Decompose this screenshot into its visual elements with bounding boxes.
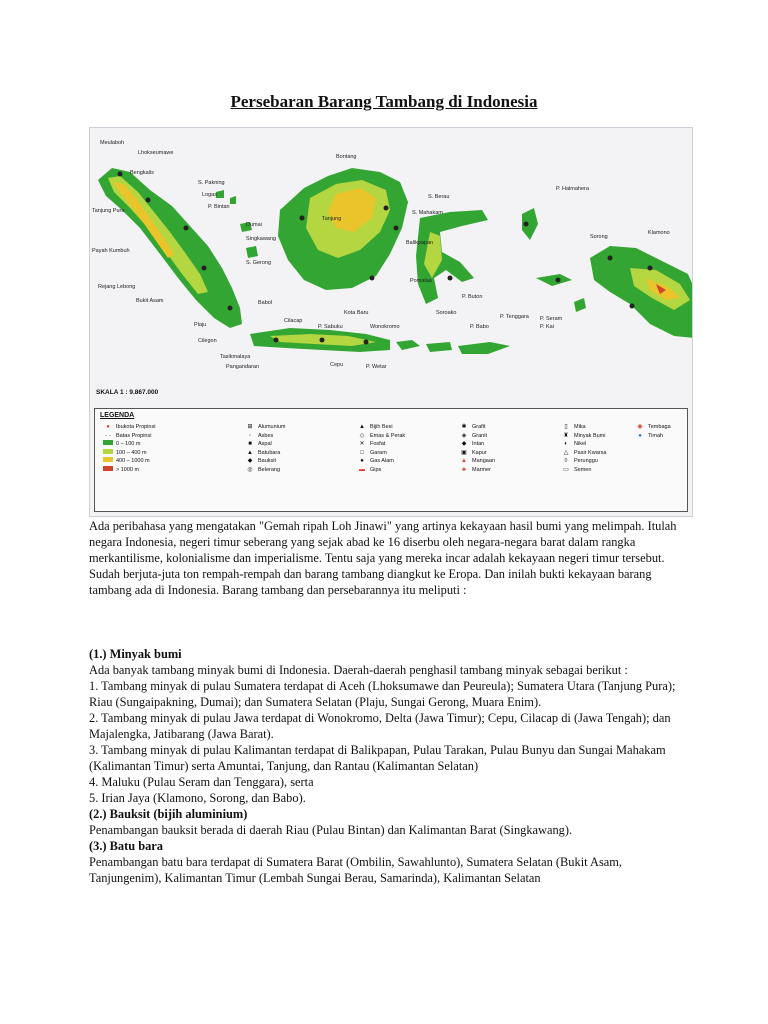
list-item: 4. Maluku (Pulau Seram dan Tenggara), serta [89, 775, 314, 789]
salt-icon: □ [360, 449, 364, 456]
map-label: Klamono [648, 230, 670, 236]
legend-item: ▣ Kapur [459, 449, 495, 458]
legend-item: - - Batas Propinsi [103, 432, 155, 441]
granite-icon: ◈ [461, 432, 467, 439]
diamond-icon: ◆ [461, 441, 467, 448]
map-label: P. Bintan [208, 204, 230, 210]
map-label: S. Gerong [246, 260, 272, 266]
legend-column [103, 423, 155, 475]
map-label: Sorong [590, 234, 608, 240]
border-line-icon: - - [105, 432, 111, 439]
legend-item: ◉ Tembaga [635, 423, 671, 432]
nickel-icon: ◐ [564, 441, 568, 448]
bronze-icon: ◊ [564, 458, 568, 465]
section-text: Penambangan bauksit berada di daerah Riau (Pulau Bintan) dan Kalimantan Barat (Singkawang). [89, 823, 573, 837]
map-label: P. Kai [540, 324, 554, 330]
legend-column [561, 423, 606, 475]
map-scale: SKALA 1 : 9.867.000 [96, 389, 159, 396]
legend-item: ▭ Semen [561, 466, 606, 475]
legend-item: ● Gas Alam [357, 457, 405, 466]
map-label: P. Seram [540, 316, 563, 322]
list-item: 5. Irian Jaya (Klamono, Sorong, dan Babo). [89, 791, 306, 805]
legend-item: ● Timah [635, 432, 671, 441]
map-label: P. Wetar [366, 364, 387, 370]
tin-icon: ● [638, 432, 642, 439]
gypsum-icon: ▬ [359, 466, 365, 473]
map-label: P. Tenggara [500, 314, 529, 320]
legend-item: ◦ Asbes [245, 432, 286, 441]
section-text: Ada banyak tambang minyak bumi di Indonesia. Daerah-daerah penghasil tambang minyak sebagai berikut : [89, 663, 628, 677]
sulfur-icon: ◎ [247, 466, 253, 473]
list-item: 3. Tambang minyak di pulau Kalimantan terdapat di Balikpapan, Pulau Tarakan, Pulau Bunyu dan Sungai Mahakam (Kalimantan Timur) serta Amuntai, Tanjung, dan Rantau (Kalimantan Selatan) [89, 743, 666, 773]
legend-item: ▲ Mangaan [459, 457, 495, 466]
legend-item: △ Pasir Kwarsa [561, 449, 606, 458]
mica-icon: ▯ [564, 424, 568, 430]
map-label: Lhokseumawe [138, 150, 174, 156]
legend-item: ◇ Emas & Perak [357, 432, 405, 441]
map-label: P. Babo [470, 324, 489, 330]
asphalt-icon: ■ [248, 441, 252, 448]
map-label: P. Halmahera [556, 186, 589, 192]
map-label: Bukit Asam [136, 298, 164, 304]
map-label: Rejang Lebong [98, 284, 136, 290]
content-sections [89, 646, 689, 886]
map-label: Tasikmalaya [220, 354, 251, 360]
asbestos-icon: ◦ [248, 432, 252, 439]
map-label: S. Mahakam [412, 210, 443, 216]
map-label: Cilacap [284, 318, 303, 324]
legend-item: > 1000 m [103, 466, 155, 475]
legend-item: ■ Aspal [245, 440, 286, 449]
iron-ore-icon: ▲ [359, 424, 365, 430]
map-islands [90, 128, 693, 408]
map-label: Bontang [336, 154, 357, 160]
map-label: Soroako [436, 310, 457, 316]
copper-icon: ◉ [637, 424, 643, 430]
capital-icon: ● [106, 424, 110, 430]
legend-column [635, 423, 671, 440]
legend-item: 0 – 100 m [103, 440, 155, 449]
legend-item: ♣ Marmer [459, 466, 495, 475]
legend-column [245, 423, 286, 475]
cement-icon: ▭ [563, 466, 569, 473]
map-label: Cepu [330, 362, 344, 368]
section-heading: (3.) Batu bara [89, 839, 163, 853]
oil-icon: ♜ [563, 432, 569, 439]
elevation-swatch [103, 449, 113, 454]
natural-gas-icon: ● [360, 458, 364, 465]
map-legend [94, 408, 688, 512]
map-label: Logas [202, 192, 217, 198]
map-label: Cilegon [198, 338, 217, 344]
aluminium-icon: ⊞ [247, 424, 253, 430]
coal-icon: ▲ [247, 449, 253, 456]
map-label: S. Berau [428, 194, 450, 200]
map-label: Pomalaa [410, 278, 432, 284]
section-heading: (1.) Minyak bumi [89, 647, 182, 661]
bauxite-icon: ◆ [247, 458, 253, 465]
elevation-swatch [103, 457, 113, 462]
legend-item: ♜ Minyak Bumi [561, 432, 606, 441]
legend-item: ● Ibukota Propinsi [103, 423, 155, 432]
indonesia-mining-map [89, 127, 693, 517]
marble-icon: ♣ [462, 466, 466, 473]
map-label: Payah Kumbuh [92, 248, 130, 254]
map-label: Plaju [194, 322, 207, 328]
section-heading: (2.) Bauksit (bijih aluminium) [89, 807, 248, 821]
map-label: P. Buton [462, 294, 483, 300]
legend-item: ◎ Belerang [245, 466, 286, 475]
map-label: Tanjung Pura [92, 208, 125, 214]
page-title: Persebaran Barang Tambang di Indonesia [230, 92, 538, 111]
map-label: Dumai [246, 222, 262, 228]
quartz-sand-icon: △ [563, 449, 569, 456]
map-label: Balikpapan [406, 240, 434, 246]
legend-item: ▯ Mika [561, 423, 606, 432]
map-label: Bengkalis [130, 170, 154, 176]
map-label: P. Sabuku [318, 324, 343, 330]
legend-item: ◊ Perunggu [561, 457, 606, 466]
legend-item: ◆ Intan [459, 440, 495, 449]
map-label: S. Pakning [198, 180, 225, 186]
elevation-swatch [103, 466, 113, 471]
legend-item: 400 – 1000 m [103, 457, 155, 466]
legend-item: ◈ Granit [459, 432, 495, 441]
list-item: 2. Tambang minyak di pulau Jawa terdapat di Wonokromo, Delta (Jawa Timur); Cepu, Cilacap di (Jawa Tengah); dan Majalengka, Jatibarang (Jawa Barat). [89, 711, 671, 741]
legend-item: ▲ Batubara [245, 449, 286, 458]
legend-item: ◐ Nikel [561, 440, 606, 449]
legend-item: ✱ Grafit [459, 423, 495, 432]
section-text: Penambangan batu bara terdapat di Sumatera Barat (Ombilin, Sawahlunto), Sumatera Selatan (Bukit Asam, Tanjungenim), Kalimantan Timur (Lembah Sungai Berau, Samarinda), Kalimantan Selatan [89, 855, 622, 885]
list-item: 1. Tambang minyak di pulau Sumatera terdapat di Aceh (Lhoksumawe dan Peureula); Sumatera Utara (Tanjung Pura); Riau (Sungaipakning, Dumai); dan Sumatera Selatan (Plaju, Sungai Gerong, Muara Enim). [89, 679, 676, 709]
limestone-icon: ▣ [461, 449, 467, 456]
legend-item: □ Garam [357, 449, 405, 458]
elevation-swatch [103, 440, 113, 445]
legend-item: ▬ Gips [359, 466, 382, 473]
map-label: Kota Baru [344, 310, 369, 316]
map-label: Babol [258, 300, 273, 306]
map-label: Tanjung [322, 216, 342, 222]
intro-paragraph [89, 518, 689, 598]
map-label: Singkawang [246, 236, 276, 242]
legend-item: ▲ Bijih Besi [357, 423, 405, 432]
map-label: Meulaboh [100, 140, 125, 146]
legend-item: 100 – 400 m [103, 449, 155, 458]
map-label: Wonokromo [370, 324, 400, 330]
gold-silver-icon: ◇ [359, 432, 365, 439]
graphite-icon: ✱ [461, 424, 467, 430]
legend-column [357, 423, 405, 475]
manganese-icon: ▲ [461, 458, 467, 465]
legend-title: LEGENDA [100, 412, 135, 419]
intro-text: Ada peribahasa yang mengatakan "Gemah ripah Loh Jinawi" yang artinya kekayaan hasil bumi yang melimpah. Itulah negara Indonesia, negeri timur seberang yang sejak abad ke 16 diserbu oleh negara-negara barat dalam rangka merkantilisme, kolonialisme dan imperialisme. Tentu saja yang mereka incar adalah kekayaan negeri timur tersebut. Sudah berjuta-juta ton rempah-rempah dan barang tambang diangkut ke Eropa. Dan inilah bukti kekayaan barang tambang ada di Indonesia. Barang tambang dan persebarannya itu meliputi : [89, 519, 677, 597]
legend-item: ✕ Fosfat [357, 440, 405, 449]
phosphate-icon: ✕ [359, 441, 365, 448]
map-label: Pangandaran [226, 364, 260, 370]
legend-item: ⊞ Alumunium [245, 423, 286, 432]
legend-column [459, 423, 495, 475]
legend-item: ◆ Bauksit [245, 457, 286, 466]
